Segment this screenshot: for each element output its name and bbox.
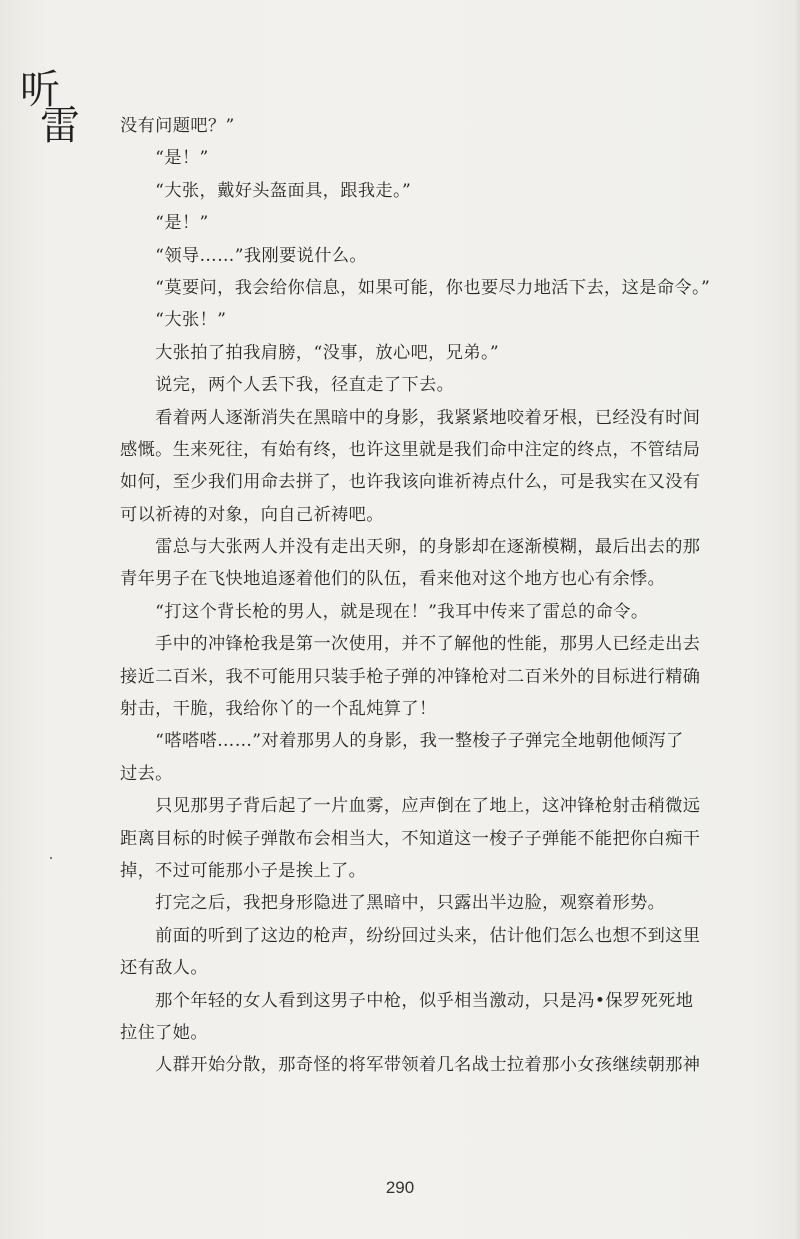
text-line: “大张！”: [120, 310, 227, 331]
text-line: 没有问题吧？”: [120, 116, 235, 136]
text-line: 看着两人逐渐消失在黑暗中的身影，我紧紧地咬着牙根，已经没有时间: [120, 407, 701, 428]
text-line: 前面的听到了这边的枪声，纷纷回过头来，估计他们怎么也想不到这里: [120, 925, 701, 946]
text-line: 掉，不过可能那小子是挨上了。: [120, 860, 367, 881]
text-line: 过去。: [120, 763, 173, 784]
text-line: 还有敌人。: [120, 958, 208, 979]
text-line: “是！”: [120, 148, 209, 169]
text-line: 雷总与大张两人并没有走出天卵，的身影却在逐渐模糊，最后出去的那: [120, 537, 701, 558]
running-header-char-2: 雷: [40, 103, 80, 149]
text-line: 打完之后，我把身形隐进了黑暗中，只露出半边脸，观察着形势。: [120, 893, 666, 914]
text-line: “是！”: [120, 213, 209, 234]
text-line: 说完，两个人丢下我，径直走了下去。: [120, 375, 455, 396]
text-line: 只见那男子背后起了一片血雾，应声倒在了地上，这冲锋枪射击稍微远: [120, 796, 701, 817]
text-line: “嗒嗒嗒……”对着那男人的身影，我一整梭子子弹完全地朝他倾泻了: [120, 731, 684, 752]
text-line: 感慨。生来死往，有始有终，也许这里就是我们命中注定的终点，不管结局: [120, 439, 701, 460]
text-line: 拉住了她。: [120, 1022, 208, 1043]
text-line: “打这个背长枪的男人，就是现在！”我耳中传来了雷总的命令。: [120, 601, 649, 622]
running-header-char-1: 听: [20, 67, 60, 113]
text-line: 如何，至少我们用命去拼了，也许我该向谁祈祷点什么，可是我实在又没有: [120, 472, 701, 493]
text-line: 射击，干脆，我给你丫的一个乱炖算了！: [120, 699, 437, 720]
text-line: 人群开始分散，那奇怪的将军带领着几名战士拉着那小女孩继续朝那神: [120, 1055, 701, 1076]
text-line: 可以祈祷的对象，向自己祈祷吧。: [120, 504, 384, 525]
body-text: [120, 110, 760, 1082]
page-edge-shadow: [794, 0, 800, 1239]
text-line: 距离目标的时候子弹散布会相当大，不知道这一梭子子弹能不能把你白痴干: [120, 828, 701, 849]
text-line: 接近二百米，我不可能用只装手枪子弹的冲锋枪对二百米外的目标进行精确: [120, 666, 701, 687]
text-line: 那个年轻的女人看到这男子中枪，似乎相当激动，只是冯•保罗死死地: [120, 990, 694, 1011]
text-line: 大张拍了拍我肩膀，“没事，放心吧，兄弟。”: [120, 342, 500, 363]
text-line: “大张，戴好头盔面具，跟我走。”: [120, 180, 412, 201]
text-line: 青年男子在飞快地追逐着他们的队伍，看来他对这个地方也心有余悸。: [120, 569, 666, 590]
text-line: 手中的冲锋枪我是第一次使用，并不了解他的性能，那男人已经走出去: [120, 634, 701, 655]
page-number: 290: [385, 1178, 415, 1197]
text-line: “领导……”我刚要说什么。: [120, 245, 368, 266]
scan-speck: [50, 857, 52, 859]
text-line: “莫要问，我会给你信息，如果可能，你也要尽力地活下去，这是命令。”: [120, 277, 711, 298]
